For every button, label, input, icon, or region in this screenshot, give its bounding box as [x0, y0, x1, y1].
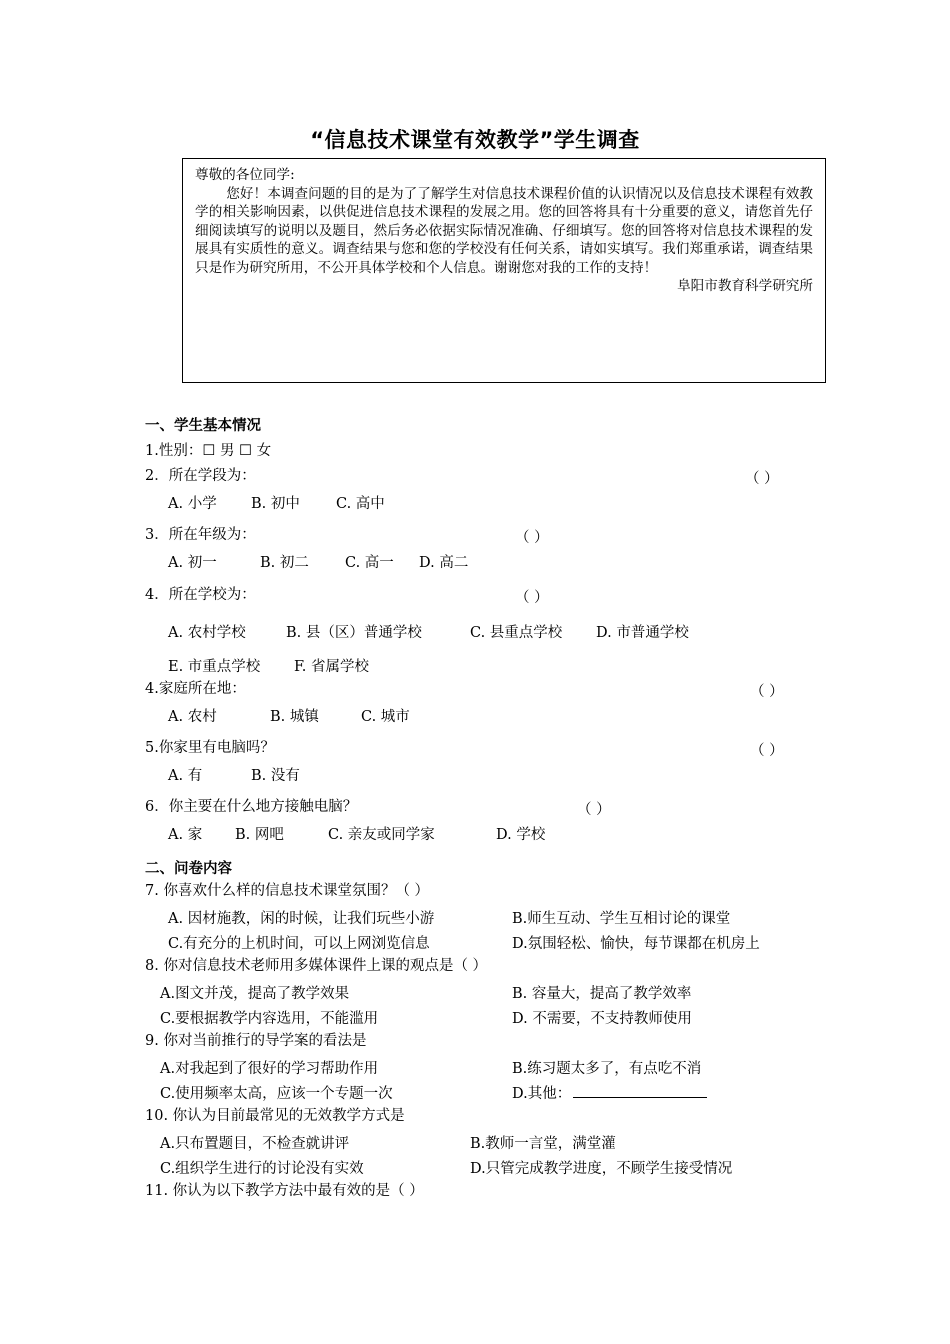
q5-option-c: C. 城市 [361, 709, 410, 725]
q3-question: 3．所在年级为： [145, 527, 256, 543]
s2-q8-option-a: A.图文并茂，提高了教学效果 [160, 986, 350, 1002]
q4-answer-blank[interactable]: （ ） [515, 590, 549, 606]
q6-answer-blank[interactable]: （ ） [750, 743, 784, 759]
q4-option-b: B. 县（区）普通学校 [286, 625, 422, 641]
q6-question: 5.你家里有电脑吗？ [145, 740, 275, 756]
q5-option-a: A. 农村 [168, 709, 217, 725]
s2-q10-option-a: A.只布置题目，不检查就讲评 [160, 1136, 350, 1152]
q3-option-c: C. 高一 [345, 555, 394, 571]
s2-q10-question: 10. 你认为目前最常见的无效教学方式是 [145, 1108, 405, 1124]
section2-heading: 二、问卷内容 [145, 861, 232, 877]
q4-option-c: C. 县重点学校 [470, 625, 563, 641]
s2-q7-question: 7. 你喜欢什么样的信息技术课堂氛围？（ ） [145, 883, 430, 899]
q2-question: 2．所在学段为： [145, 468, 256, 484]
s2-q9-question: 9. 你对当前推行的导学案的看法是 [145, 1033, 367, 1049]
page-title: “信息技术课堂有效教学”学生调查 [310, 128, 640, 152]
q2-option-b: B. 初中 [251, 496, 300, 512]
q5-question: 4.家庭所在地： [145, 681, 246, 697]
q7-location-question: 6．你主要在什么地方接触电脑？ [145, 799, 358, 815]
q6-option-a: A. 有 [168, 768, 203, 784]
q5-option-b: B. 城镇 [270, 709, 319, 725]
intro-box [182, 158, 826, 383]
s2-q9-option-b: B.练习题太多了，有点吃不消 [512, 1061, 702, 1077]
s2-q9-other-blank[interactable] [573, 1083, 707, 1098]
q2-option-a: A. 小学 [168, 496, 217, 512]
q5-answer-blank[interactable]: （ ） [750, 684, 784, 700]
s2-q10-option-c: C.组织学生进行的讨论没有实效 [160, 1161, 364, 1177]
s2-q10-option-b: B.教师一言堂，满堂灌 [470, 1136, 616, 1152]
q3-option-d: D. 高二 [419, 555, 469, 571]
s2-q7-option-a: A. 因材施教，闲的时候，让我们玩些小游 [168, 911, 435, 927]
s2-q9-option-a: A.对我起到了很好的学习帮助作用 [160, 1061, 379, 1077]
s2-q8-option-c: C.要根据教学内容选用，不能滥用 [160, 1011, 379, 1027]
q4-option-a: A. 农村学校 [168, 625, 246, 641]
q7-location-answer-blank[interactable]: （ ） [577, 802, 611, 818]
q7-location-option-a: A. 家 [168, 827, 203, 843]
q3-option-a: A. 初一 [168, 555, 217, 571]
q4-option-f: F. 省属学校 [294, 659, 370, 675]
q7-location-option-b: B. 网吧 [235, 827, 284, 843]
q2-option-c: C. 高中 [336, 496, 385, 512]
q6-option-b: B. 没有 [251, 768, 300, 784]
q3-option-b: B. 初二 [260, 555, 309, 571]
section1-heading: 一、学生基本情况 [145, 418, 261, 434]
s2-q11-question: 11. 你认为以下教学方法中最有效的是（ ） [145, 1183, 424, 1199]
s2-q8-option-b: B. 容量大，提高了教学效率 [512, 986, 692, 1002]
q2-answer-blank[interactable]: （ ） [745, 471, 779, 487]
q3-answer-blank[interactable]: （ ） [515, 530, 549, 546]
q7-location-option-d: D. 学校 [496, 827, 546, 843]
q4-option-d: D. 市普通学校 [596, 625, 689, 641]
s2-q10-option-d: D.只管完成教学进度，不顾学生接受情况 [470, 1161, 733, 1177]
intro-body: 您好！本调查问题的目的是为了了解学生对信息技术课程价值的认识情况以及信息技术课程有效教学的相关影响因素，以供促进信息技术课程的发展之用。您的回答将具有十分重要的意义，请您首先仔细阅读填写的说明以及题目，然后务必依据实际情况准确、仔细填写。您的回答将对信息技术课程的发展具有实质性的意义。调查结果与您和您的学校没有任何关系，请如实填写。我们郑重承诺，调查结果只是作为研究所用，不公开具体学校和个人信息。谢谢您对我的工作的支持！ [195, 185, 813, 276]
s2-q7-option-b: B.师生互动、学生互相讨论的课堂 [512, 911, 731, 927]
s2-q8-option-d: D. 不需要，不支持教师使用 [512, 1011, 692, 1027]
q1-gender: 1.性别：☐ 男 ☐ 女 [145, 443, 272, 459]
intro-signature: 阜阳市教育科学研究所 [677, 278, 813, 294]
s2-q9-option-d-label: D.其他： [512, 1086, 572, 1102]
s2-q9-option-d [512, 1082, 707, 1103]
s2-q9-option-c: C.使用频率太高，应该一个专题一次 [160, 1086, 393, 1102]
s2-q8-question: 8. 你对信息技术老师用多媒体课件上课的观点是（ ） [145, 958, 488, 974]
q7-location-option-c: C. 亲友或同学家 [328, 827, 435, 843]
intro-greeting: 尊敬的各位同学: [195, 167, 295, 183]
s2-q7-option-d: D.氛围轻松、愉快，每节课都在机房上 [512, 936, 760, 952]
q4-option-e: E. 市重点学校 [168, 659, 261, 675]
s2-q7-option-c: C.有充分的上机时间，可以上网浏览信息 [168, 936, 430, 952]
q4-question: 4．所在学校为： [145, 587, 256, 603]
